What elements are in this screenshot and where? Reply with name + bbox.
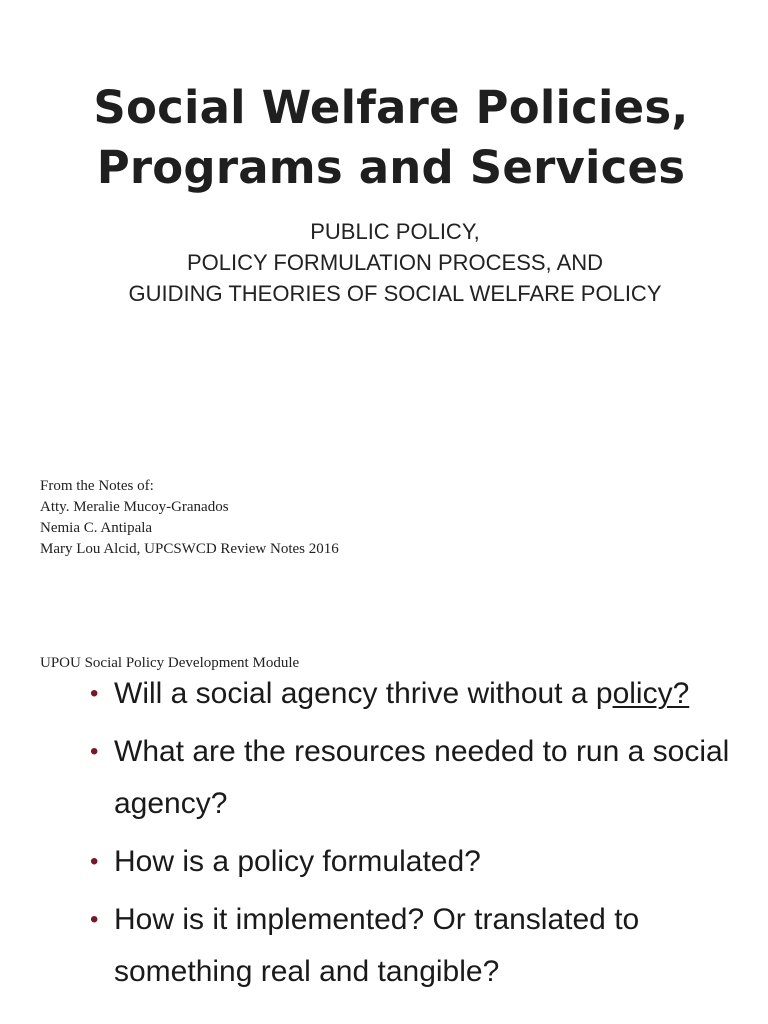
question-item-2	[90, 726, 730, 830]
bullet-icon: •	[90, 680, 99, 707]
module-note: UPOU Social Policy Development Module	[40, 655, 300, 671]
title-line-1: Social Welfare Policies,	[93, 81, 689, 134]
slide-title	[0, 78, 768, 198]
question-item-3	[90, 836, 730, 888]
question-item-1	[90, 668, 730, 720]
question-1-letter: p	[595, 677, 613, 710]
bullet-icon: •	[90, 906, 99, 933]
question-2-text: What are the resources needed to run a social agency?	[114, 735, 730, 820]
question-1-text: Will a social agency thrive without a	[114, 677, 596, 710]
bullet-icon: •	[90, 848, 99, 875]
credits-line-2: Atty. Meralie Mucoy-Granados	[40, 499, 229, 515]
policy-link[interactable]: olicy?	[612, 677, 690, 710]
credits-line-4: Mary Lou Alcid, UPCSWCD Review Notes 2016	[40, 541, 339, 557]
question-item-4	[90, 894, 730, 998]
subtitle-line-3: GUIDING THEORIES OF SOCIAL WELFARE POLICY	[128, 281, 662, 306]
title-line-2: Programs and Services	[96, 141, 686, 194]
subtitle-line-1: PUBLIC POLICY,	[310, 219, 480, 244]
question-4-text: How is it implemented? Or translated to something real and tangible?	[114, 903, 640, 988]
question-list	[90, 668, 730, 1004]
credits-line-3: Nemia C. Antipala	[40, 520, 153, 536]
credits-line-1: From the Notes of:	[40, 478, 154, 494]
subtitle-line-2: POLICY FORMULATION PROCESS, AND	[186, 250, 604, 275]
slide-subtitle	[0, 216, 768, 309]
question-3-text: How is a policy formulated?	[114, 845, 481, 878]
bullet-icon: •	[90, 738, 99, 765]
credits-block	[40, 476, 339, 560]
